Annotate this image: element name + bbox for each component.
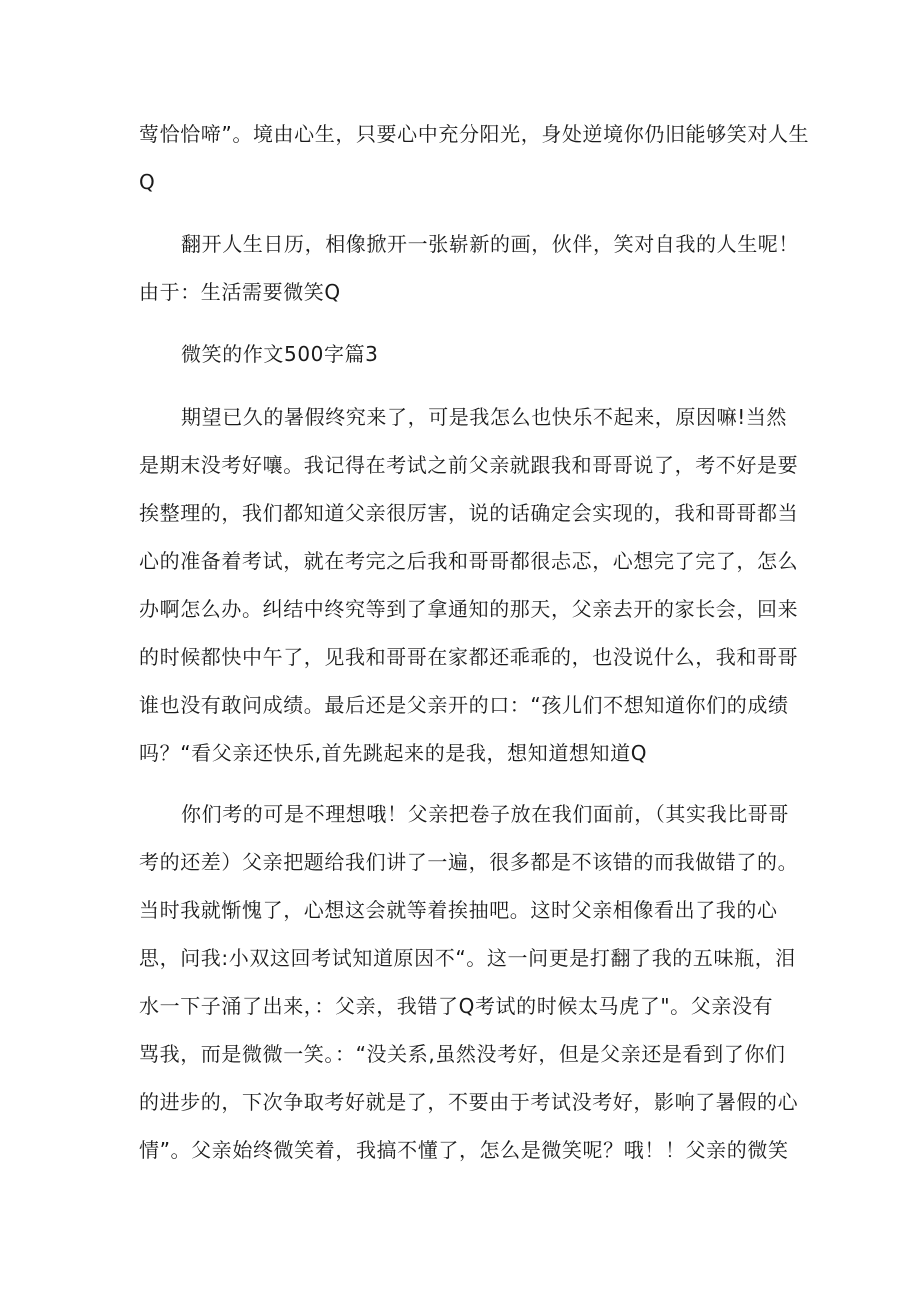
text-line: 由于：生活需要微笑Q (139, 280, 341, 304)
heading-text: 微笑的作文500字篇3 (181, 342, 379, 366)
text-line: 办啊怎么办。纠结中终究等到了拿通知的那天，父亲去开的家长会，回来 (139, 597, 799, 621)
text-line: 的进步的，下次争取考好就是了，不要由于考试没考好，影响了暑假的心 (139, 1090, 799, 1114)
text-line: 是期末没考好嚷。我记得在考试之前父亲就跟我和哥哥说了，考不好是要 (139, 453, 799, 477)
text-line: 骂我，而是微微一笑。：“没关系,虽然没考好，但是父亲还是看到了你们 (139, 1042, 786, 1066)
text-line: 思，问我:小双这回考试知道原因不“。这一问更是打翻了我的五味瓶，泪 (139, 946, 796, 970)
text-line: 期望已久的暑假终究来了，可是我怎么也快乐不起来，原因嘛!当然 (181, 405, 788, 429)
text-line: 吗？“看父亲还快乐,首先跳起来的是我，想知道想知道Q (139, 741, 648, 765)
text-line: 你们考的可是不理想哦！父亲把卷子放在我们面前，（其实我比哥哥 (181, 802, 789, 826)
text-line: 挨整理的，我们都知道父亲很厉害，说的话确定会实现的，我和哥哥都当 (139, 501, 799, 525)
text-line: 当时我就惭愧了，心想这会就等着挨抽吧。这时父亲相像看出了我的心 (139, 898, 778, 922)
text-line: 水一下子涌了出来，：父亲，我错了Q考试的时候太马虎了"。父亲没有 (139, 994, 774, 1018)
text-line: 考的还差）父亲把题给我们讲了一遍，很多都是不该错的而我做错了的。 (139, 850, 799, 874)
text-line: 莺恰恰啼”。境由心生，只要心中充分阳光，身处逆境你仍旧能够笑对人生 (139, 122, 810, 146)
text-line: 心的准备着考试，就在考完之后我和哥哥都很忐忑，心想完了完了，怎么 (139, 549, 799, 573)
text-line: 翻开人生日历，相像掀开一张崭新的画，伙伴，笑对自我的人生呢！ (181, 232, 799, 256)
text-line: 情”。父亲始终微笑着，我搞不懂了，怎么是微笑呢？哦！！父亲的微笑 (139, 1138, 789, 1162)
text-line: 的时候都快中午了，见我和哥哥在家都还乖乖的，也没说什么，我和哥哥 (139, 645, 799, 669)
text-line: 谁也没有敢问成绩。最后还是父亲开的口：“孩儿们不想知道你们的成绩 (139, 693, 789, 717)
text-line: Q (139, 170, 156, 194)
